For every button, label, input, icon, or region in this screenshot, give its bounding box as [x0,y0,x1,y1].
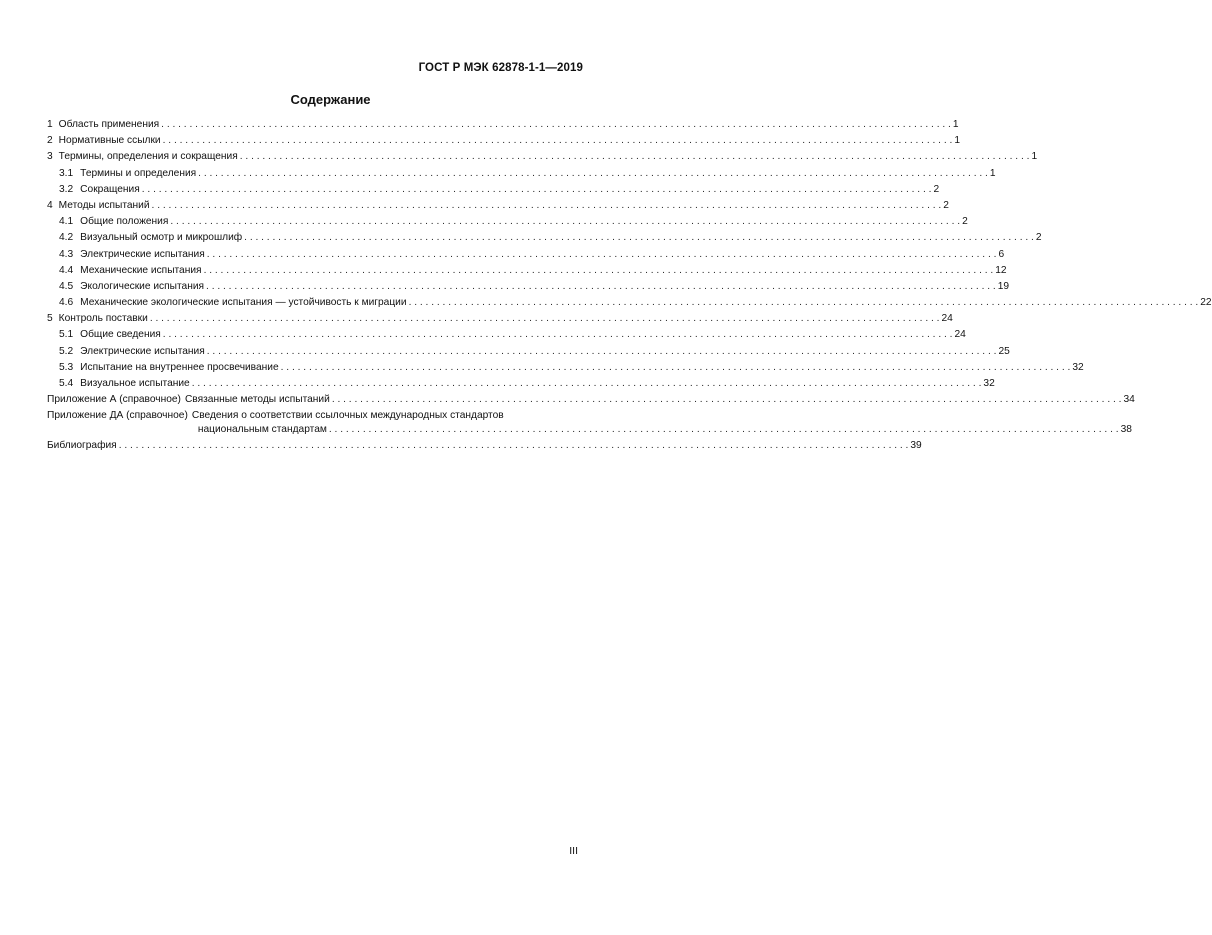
dot-leader [161,119,951,130]
document-id: ГОСТ Р МЭК 62878-1-1—2019 [418,62,583,74]
toc-entry[interactable] [47,378,995,394]
dot-leader [119,440,909,451]
page-number: III [569,845,578,857]
toc-entry-number: 3.2 [59,183,74,195]
toc-entry-label: Визуальный осмотр и микрошлиф [80,232,243,244]
toc-entry-page: 1 [1031,151,1038,163]
toc-entry-page: 1 [952,119,959,130]
toc-entry[interactable] [47,345,1010,362]
toc-entry[interactable] [47,135,960,151]
toc-entry[interactable] [47,313,953,329]
toc-entry-number: 4.6 [59,297,74,309]
toc-entry-page: 2 [933,183,940,195]
annex-page: 34 [1123,394,1135,406]
toc-entry-label: Область применения [58,119,160,130]
toc-entry-page: 32 [983,378,995,389]
toc-annex-da[interactable] [47,410,1132,440]
toc-entry-page: 2 [943,199,949,211]
toc-entry-label: Нормативные ссылки [58,135,161,147]
dot-leader [240,151,1030,162]
annex-title-continued: национальным стандартам [197,424,327,436]
dot-leader [150,313,940,324]
toc-entry-label: Испытание на внутреннее просвечивание [80,361,279,373]
toc-entry-number: 5.2 [59,345,74,357]
toc-entry-label: Термины, определения и сокращения [58,151,238,163]
annex-label: Приложение А (справочное) [47,394,181,406]
toc-entry[interactable] [47,329,966,345]
toc-entry-label: Методы испытаний [58,199,150,211]
toc-entry-page: 22 [1200,297,1212,309]
toc-entry-label: Контроль поставки [58,313,148,325]
toc-entry-number: 4.4 [59,264,74,276]
toc-entry[interactable] [47,361,1084,378]
dot-leader [204,265,994,276]
dot-leader [207,346,997,357]
dot-leader [409,297,1199,308]
dot-leader [170,216,960,227]
toc-entry-page: 24 [941,313,953,325]
toc-entry-label: Экологические испытания [80,280,205,292]
toc-entry[interactable] [47,297,1212,313]
bibliography-label: Библиография [47,440,117,452]
toc-entry-page: 1 [954,135,960,147]
dot-leader [152,200,942,211]
toc-entry[interactable] [47,199,949,216]
dot-leader [163,329,953,340]
toc-entry-page: 2 [1035,232,1042,244]
annex-page: 38 [1120,424,1132,436]
dot-leader [207,249,997,260]
toc-entry-label: Электрические испытания [80,248,205,260]
dot-leader [142,184,932,195]
toc-entry-page: 32 [1072,361,1084,373]
toc-entry[interactable] [47,119,959,135]
table-of-contents [47,119,1212,457]
toc-entry-page: 25 [998,345,1010,357]
toc-entry-page: 12 [995,264,1007,276]
toc-entry-number: 5.4 [59,378,74,389]
toc-entry-label: Электрические испытания [80,345,205,357]
toc-entry-label: Термины и определения [80,167,197,179]
toc-entry-number: 1 [47,119,53,130]
toc-entry-label: Общие положения [80,216,169,228]
toc-entry-page: 6 [998,248,1005,260]
dot-leader [206,281,996,292]
toc-entry-page: 1 [989,167,996,179]
page-title: Содержание [290,92,371,107]
dot-leader [329,424,1119,435]
toc-entry[interactable] [47,232,1042,248]
toc-entry[interactable] [47,264,1007,281]
toc-entry[interactable] [47,151,1038,167]
toc-entry[interactable] [47,280,1010,297]
toc-entry-number: 3.1 [59,167,74,179]
toc-entry-number: 2 [47,135,53,147]
toc-entry-label: Общие сведения [80,329,161,341]
toc-entry[interactable] [47,183,940,200]
toc-entry-number: 4 [47,199,53,211]
toc-entry-number: 4.5 [59,280,74,292]
annex-title: Сведения о соответствии ссылочных международных стандартов [191,410,504,422]
toc-entry-page: 2 [962,216,968,228]
annex-title: Связанные методы испытаний [184,394,330,406]
toc-entry[interactable] [47,167,996,184]
toc-annex-a[interactable] [47,394,1135,410]
annex-label: Приложение ДА (справочное) [47,410,188,422]
dot-leader [244,232,1034,243]
toc-entry-number: 5.3 [59,361,74,373]
toc-entry-number: 4.2 [59,232,74,244]
toc-entry-label: Визуальное испытание [80,378,190,389]
toc-entry-label: Механические испытания [80,264,202,276]
toc-entry-number: 4.1 [59,216,74,228]
bibliography-page: 39 [910,440,922,452]
toc-entry-number: 5.1 [59,329,74,341]
toc-entry-number: 3 [47,151,53,163]
toc-entry[interactable] [47,248,1005,265]
dot-leader [192,378,982,389]
dot-leader [198,168,988,179]
toc-entry-page: 19 [997,280,1010,292]
toc-entry[interactable] [47,216,968,232]
dot-leader [332,394,1122,405]
dot-leader [163,135,953,146]
toc-entry-label: Сокращения [80,183,140,195]
toc-entry-page: 24 [954,329,966,341]
toc-entry-number: 5 [47,313,53,325]
toc-entry-label: Механические экологические испытания — устойчивость к миграции [80,297,407,309]
toc-entry-number: 4.3 [59,248,74,260]
dot-leader [281,362,1071,373]
toc-bibliography[interactable] [47,440,922,456]
